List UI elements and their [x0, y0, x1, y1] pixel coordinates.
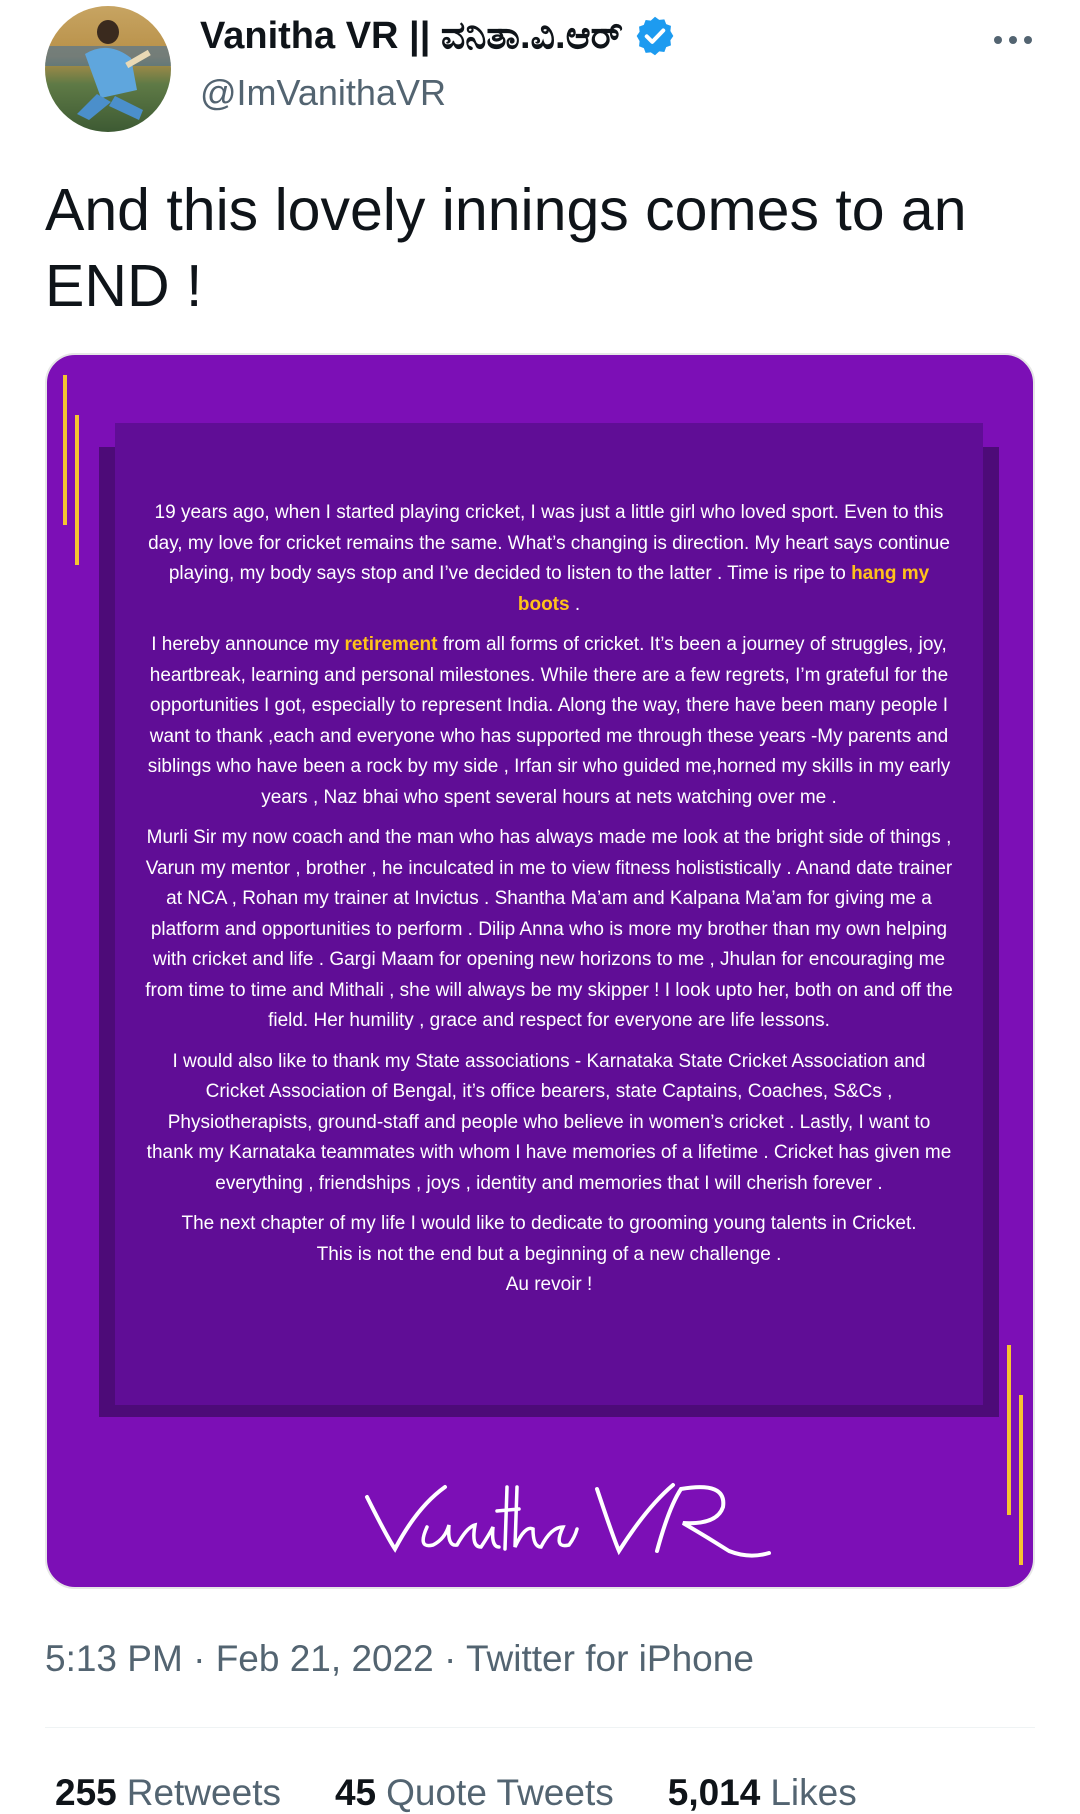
signature-logo: [357, 1467, 777, 1567]
verified-badge-icon: [633, 14, 677, 58]
letter-paragraph: Au revoir !: [505, 1274, 593, 1295]
likes-stat[interactable]: 5,014 Likes: [667, 1772, 857, 1813]
more-dots-icon: [993, 35, 1033, 45]
display-name[interactable]: Vanitha VR || ವನಿತಾ.ವಿ.ಆರ್: [200, 14, 624, 57]
quote-tweets-stat[interactable]: 45 Quote Tweets: [334, 1772, 614, 1813]
tweet-text: And this lovely innings comes to an END !: [45, 177, 967, 319]
letter-paragraph: This is not the end but a beginning of a new challenge .: [316, 1243, 782, 1265]
tweet-time[interactable]: 5:13 PM: [45, 1638, 183, 1679]
tweet-meta: 5:13 PM · Feb 21, 2022 · Twitter for iPhone: [45, 1638, 754, 1679]
letter-paragraph: I would also like to thank my State associations - Karnataka State Cricket Association and Cricket Association of Bengal, it’s office bearers, state Captains, Coaches, S&Cs , Physiotherapists, ground-staff and people who believe in women’s cricket . Lastly, I want to thank my Karnataka teammates with whom I have memories of a lifetime . Cricket has given me everything , friendships , joys , identity and memories that I will cherish forever .: [146, 1050, 952, 1194]
tweet-stats: [55, 1772, 857, 1814]
author-handle[interactable]: @ImVanithaVR: [200, 72, 446, 113]
tweet-source[interactable]: Twitter for iPhone: [465, 1638, 754, 1679]
avatar[interactable]: [45, 6, 171, 132]
avatar-cricketer: [45, 6, 171, 132]
highlight-text: hang my boots: [517, 563, 930, 615]
more-button[interactable]: [988, 20, 1038, 60]
highlight-text: retirement: [344, 634, 438, 655]
letter-paragraph: I hereby announce my retirement from all forms of cricket. It’s been a journey of struggles, joy, heartbreak, learning and personal milestones. While there are a few regrets, I’m grateful for the opportunities I got, especially to represent India. Along the way, there have been many people I want to thank ,each and everyone who has supported me through these years -My parents and siblings who have been a rock by my side , Irfan sir who guided me,horned my skills in my early years , Naz bhai who spent several hours at nets watching over me .: [147, 634, 951, 808]
retirement-letter: [145, 498, 953, 1311]
decor-bar: [1007, 1345, 1011, 1515]
retweets-stat[interactable]: 255 Retweets: [55, 1772, 281, 1813]
decor-bar: [63, 375, 67, 525]
author-name[interactable]: [200, 14, 677, 58]
decor-bar: [75, 415, 79, 565]
letter-paragraph: 19 years ago, when I started playing cricket, I was just a little girl who loved sport. Even to this day, my love for cricket remains the same. What’s changing is direction. My heart says continue playing, my body says stop and I’ve decided to listen to the latter . Time is ripe to hang my boots .: [148, 502, 950, 615]
letter-paragraph: Murli Sir my now coach and the man who has always made me look at the bright side of things , Varun my mentor , brother , he inculcated in me to view fitness holististically . Anand date trainer at NCA , Rohan my trainer at Invictus . Shantha Ma’am and Kalpana Ma’am for giving me a platform and opportunities to perform . Dilip Anna who is more my brother than my own helping with cricket and life . Gargi Maam for opening new horizons to me , Jhulan for encouraging me from time to time and Mithali , she will always be my skipper ! I look upto her, both on and off the field. Her humility , grace and respect for everyone are life lessons.: [145, 827, 953, 1031]
tweet-image[interactable]: [45, 353, 1035, 1589]
tweet-date[interactable]: Feb 21, 2022: [215, 1638, 434, 1679]
letter-panel: [115, 423, 983, 1405]
divider: [45, 1727, 1035, 1728]
decor-bar: [1019, 1395, 1023, 1565]
letter-paragraph: The next chapter of my life I would like to dedicate to grooming young talents in Cricket.: [181, 1213, 917, 1234]
